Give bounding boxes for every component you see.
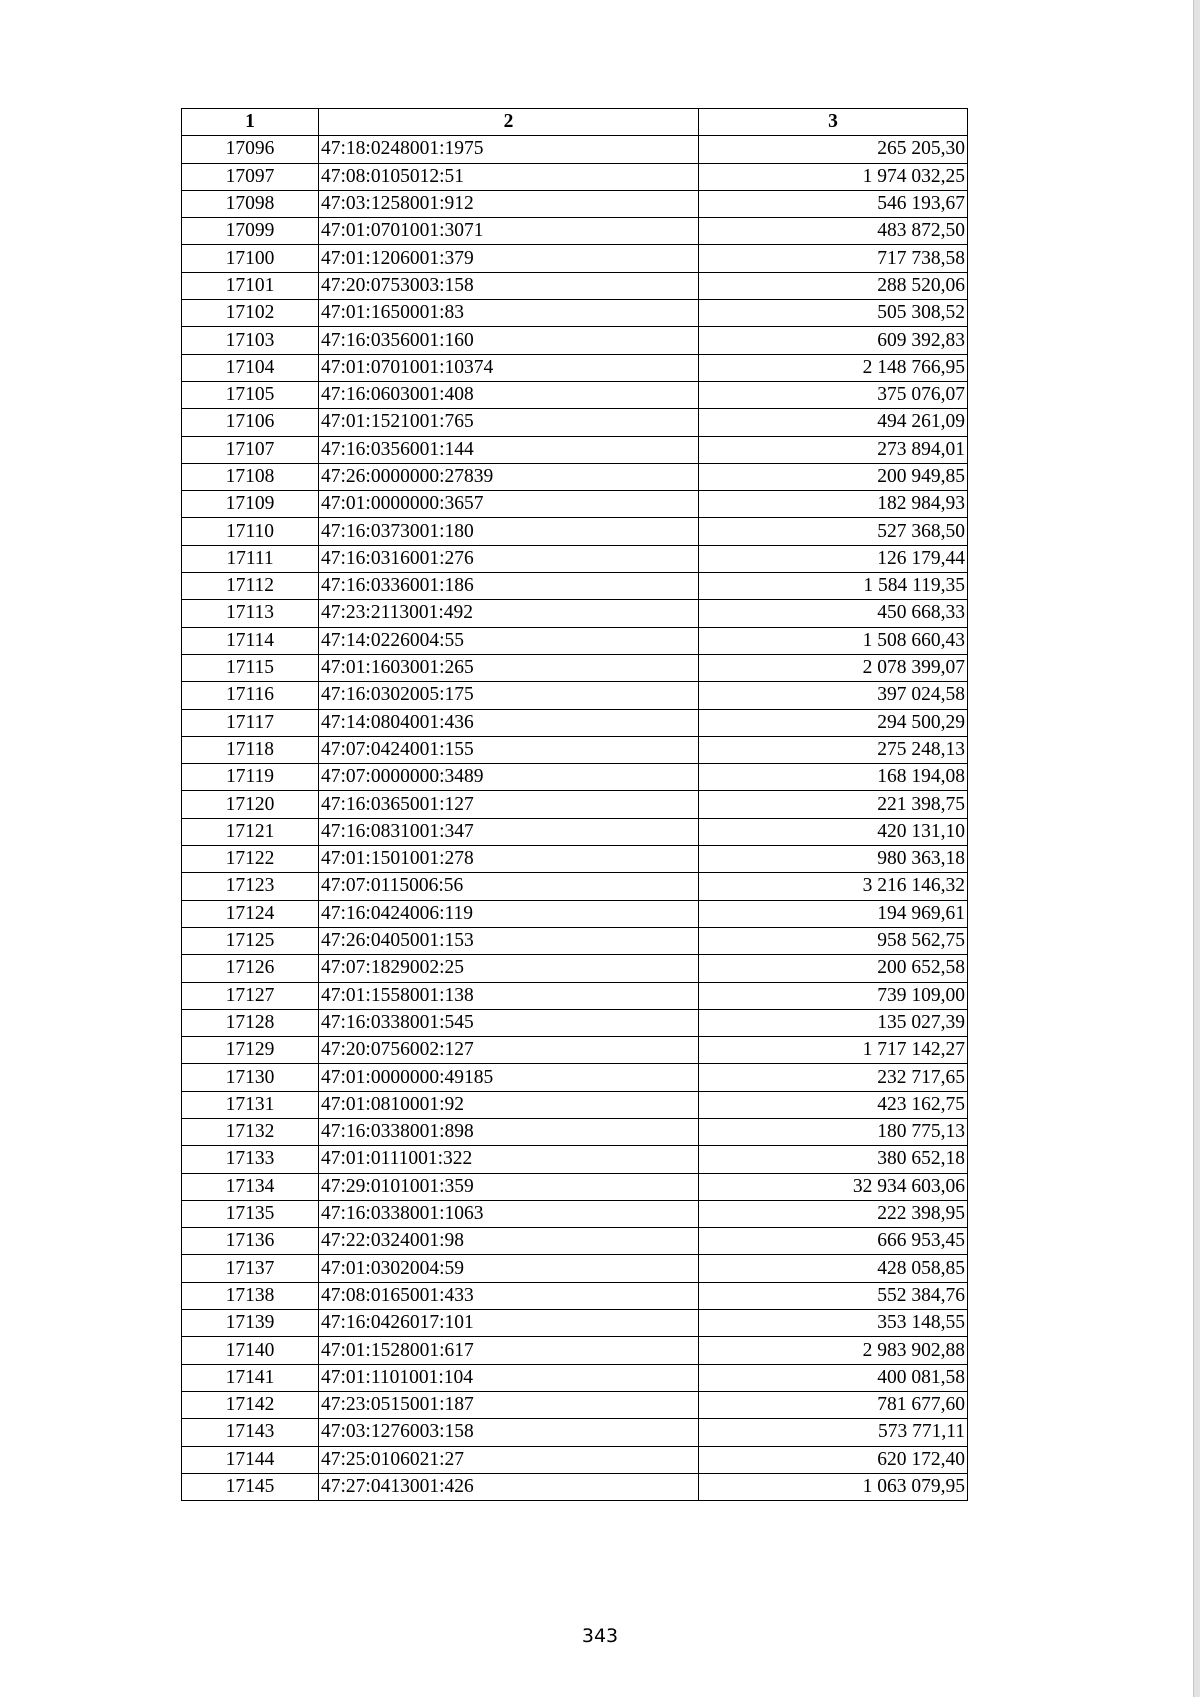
- table-row: [182, 272, 968, 299]
- cadastral-value-cell: 275 248,13: [699, 736, 968, 763]
- cadastral-number-cell: 47:01:0701001:3071: [319, 218, 699, 245]
- row-number-cell: 17126: [182, 955, 319, 982]
- cadastral-number-cell: 47:03:1276003:158: [319, 1419, 699, 1446]
- cadastral-number-cell: 47:25:0106021:27: [319, 1446, 699, 1473]
- cadastral-value-cell: 428 058,85: [699, 1255, 968, 1282]
- cadastral-value-cell: 200 949,85: [699, 463, 968, 490]
- table-row: [182, 736, 968, 763]
- table-header: [182, 109, 968, 136]
- table-row: [182, 1337, 968, 1364]
- table-body: [182, 136, 968, 1501]
- row-number-cell: 17101: [182, 272, 319, 299]
- table-row: [182, 1310, 968, 1337]
- table-row: [182, 818, 968, 845]
- cadastral-number-cell: 47:16:0338001:1063: [319, 1200, 699, 1227]
- cadastral-value-cell: 450 668,33: [699, 600, 968, 627]
- row-number-cell: 17098: [182, 190, 319, 217]
- table-row: [182, 927, 968, 954]
- cadastral-value-cell: 200 652,58: [699, 955, 968, 982]
- cadastral-value-cell: 126 179,44: [699, 545, 968, 572]
- row-number-cell: 17097: [182, 163, 319, 190]
- row-number-cell: 17136: [182, 1228, 319, 1255]
- row-number-cell: 17102: [182, 300, 319, 327]
- cadastral-value-cell: 1 717 142,27: [699, 1037, 968, 1064]
- row-number-cell: 17104: [182, 354, 319, 381]
- cadastral-value-table: [181, 108, 968, 1501]
- table-row: [182, 1473, 968, 1500]
- cadastral-value-cell: 180 775,13: [699, 1118, 968, 1145]
- row-number-cell: 17128: [182, 1009, 319, 1036]
- cadastral-value-cell: 423 162,75: [699, 1091, 968, 1118]
- cadastral-number-cell: 47:16:0424006:119: [319, 900, 699, 927]
- cadastral-value-cell: 168 194,08: [699, 764, 968, 791]
- table-row: [182, 873, 968, 900]
- cadastral-number-cell: 47:14:0804001:436: [319, 709, 699, 736]
- table-row: [182, 1282, 968, 1309]
- table-row: [182, 709, 968, 736]
- table-row: [182, 682, 968, 709]
- cadastral-value-cell: 717 738,58: [699, 245, 968, 272]
- table-row: [182, 982, 968, 1009]
- cadastral-value-cell: 494 261,09: [699, 409, 968, 436]
- cadastral-number-cell: 47:08:0165001:433: [319, 1282, 699, 1309]
- cadastral-number-cell: 47:07:0000000:3489: [319, 764, 699, 791]
- table-row: [182, 1255, 968, 1282]
- cadastral-number-cell: 47:16:0365001:127: [319, 791, 699, 818]
- row-number-cell: 17137: [182, 1255, 319, 1282]
- row-number-cell: 17124: [182, 900, 319, 927]
- row-number-cell: 17125: [182, 927, 319, 954]
- row-number-cell: 17096: [182, 136, 319, 163]
- cadastral-value-cell: 182 984,93: [699, 491, 968, 518]
- row-number-cell: 17120: [182, 791, 319, 818]
- cadastral-value-cell: 739 109,00: [699, 982, 968, 1009]
- table-row: [182, 955, 968, 982]
- cadastral-value-cell: 397 024,58: [699, 682, 968, 709]
- table-row: [182, 1364, 968, 1391]
- page-number: 343: [581, 1625, 619, 1647]
- cadastral-value-cell: 288 520,06: [699, 272, 968, 299]
- row-number-cell: 17138: [182, 1282, 319, 1309]
- row-number-cell: 17109: [182, 491, 319, 518]
- cadastral-number-cell: 47:20:0753003:158: [319, 272, 699, 299]
- table-row: [182, 600, 968, 627]
- table-row: [182, 163, 968, 190]
- table-row: [182, 354, 968, 381]
- cadastral-number-cell: 47:29:0101001:359: [319, 1173, 699, 1200]
- cadastral-number-cell: 47:07:0115006:56: [319, 873, 699, 900]
- row-number-cell: 17118: [182, 736, 319, 763]
- cadastral-number-cell: 47:01:1501001:278: [319, 846, 699, 873]
- cadastral-value-cell: 420 131,10: [699, 818, 968, 845]
- cadastral-value-cell: 505 308,52: [699, 300, 968, 327]
- cadastral-value-cell: 527 368,50: [699, 518, 968, 545]
- cadastral-value-cell: 958 562,75: [699, 927, 968, 954]
- cadastral-number-cell: 47:01:1603001:265: [319, 654, 699, 681]
- cadastral-number-cell: 47:07:1829002:25: [319, 955, 699, 982]
- cadastral-number-cell: 47:23:2113001:492: [319, 600, 699, 627]
- cadastral-value-cell: 232 717,65: [699, 1064, 968, 1091]
- cadastral-value-cell: 980 363,18: [699, 846, 968, 873]
- cadastral-number-cell: 47:16:0356001:144: [319, 436, 699, 463]
- row-number-cell: 17099: [182, 218, 319, 245]
- table-row: [182, 518, 968, 545]
- row-number-cell: 17129: [182, 1037, 319, 1064]
- row-number-cell: 17114: [182, 627, 319, 654]
- cadastral-value-cell: 609 392,83: [699, 327, 968, 354]
- cadastral-value-cell: 666 953,45: [699, 1228, 968, 1255]
- cadastral-value-cell: 620 172,40: [699, 1446, 968, 1473]
- row-number-cell: 17121: [182, 818, 319, 845]
- cadastral-value-cell: 32 934 603,06: [699, 1173, 968, 1200]
- cadastral-value-cell: 194 969,61: [699, 900, 968, 927]
- row-number-cell: 17110: [182, 518, 319, 545]
- table-row: [182, 218, 968, 245]
- table-row: [182, 1391, 968, 1418]
- column-header-2: 2: [319, 109, 699, 136]
- row-number-cell: 17116: [182, 682, 319, 709]
- cadastral-number-cell: 47:01:1101001:104: [319, 1364, 699, 1391]
- cadastral-value-cell: 273 894,01: [699, 436, 968, 463]
- cadastral-value-cell: 1 063 079,95: [699, 1473, 968, 1500]
- row-number-cell: 17100: [182, 245, 319, 272]
- row-number-cell: 17117: [182, 709, 319, 736]
- table-row: [182, 381, 968, 408]
- cadastral-number-cell: 47:26:0405001:153: [319, 927, 699, 954]
- cadastral-value-cell: 294 500,29: [699, 709, 968, 736]
- cadastral-value-cell: 1 508 660,43: [699, 627, 968, 654]
- cadastral-number-cell: 47:16:0336001:186: [319, 573, 699, 600]
- row-number-cell: 17134: [182, 1173, 319, 1200]
- row-number-cell: 17113: [182, 600, 319, 627]
- cadastral-number-cell: 47:16:0356001:160: [319, 327, 699, 354]
- row-number-cell: 17112: [182, 573, 319, 600]
- row-number-cell: 17106: [182, 409, 319, 436]
- row-number-cell: 17115: [182, 654, 319, 681]
- table-row: [182, 1037, 968, 1064]
- cadastral-number-cell: 47:01:0810001:92: [319, 1091, 699, 1118]
- row-number-cell: 17131: [182, 1091, 319, 1118]
- table-row: [182, 409, 968, 436]
- table-row: [182, 491, 968, 518]
- row-number-cell: 17107: [182, 436, 319, 463]
- row-number-cell: 17127: [182, 982, 319, 1009]
- cadastral-value-cell: 221 398,75: [699, 791, 968, 818]
- column-header-1: 1: [182, 109, 319, 136]
- page-edge-shadow: [1193, 0, 1200, 1697]
- cadastral-number-cell: 47:26:0000000:27839: [319, 463, 699, 490]
- table-row: [182, 846, 968, 873]
- row-number-cell: 17135: [182, 1200, 319, 1227]
- table-row: [182, 1228, 968, 1255]
- cadastral-number-cell: 47:16:0603001:408: [319, 381, 699, 408]
- row-number-cell: 17133: [182, 1146, 319, 1173]
- row-number-cell: 17139: [182, 1310, 319, 1337]
- row-number-cell: 17123: [182, 873, 319, 900]
- cadastral-value-cell: 222 398,95: [699, 1200, 968, 1227]
- cadastral-value-cell: 1 584 119,35: [699, 573, 968, 600]
- cadastral-number-cell: 47:01:1521001:765: [319, 409, 699, 436]
- table-row: [182, 1446, 968, 1473]
- table-row: [182, 573, 968, 600]
- cadastral-number-cell: 47:22:0324001:98: [319, 1228, 699, 1255]
- cadastral-value-cell: 2 078 399,07: [699, 654, 968, 681]
- cadastral-value-cell: 380 652,18: [699, 1146, 968, 1173]
- row-number-cell: 17108: [182, 463, 319, 490]
- cadastral-number-cell: 47:01:1206001:379: [319, 245, 699, 272]
- cadastral-number-cell: 47:08:0105012:51: [319, 163, 699, 190]
- cadastral-number-cell: 47:01:0701001:10374: [319, 354, 699, 381]
- row-number-cell: 17144: [182, 1446, 319, 1473]
- cadastral-number-cell: 47:01:0111001:322: [319, 1146, 699, 1173]
- cadastral-number-cell: 47:16:0338001:545: [319, 1009, 699, 1036]
- header-row: [182, 109, 968, 136]
- cadastral-number-cell: 47:01:1558001:138: [319, 982, 699, 1009]
- cadastral-number-cell: 47:16:0373001:180: [319, 518, 699, 545]
- row-number-cell: 17111: [182, 545, 319, 572]
- cadastral-number-cell: 47:16:0302005:175: [319, 682, 699, 709]
- row-number-cell: 17105: [182, 381, 319, 408]
- table-row: [182, 190, 968, 217]
- cadastral-value-cell: 483 872,50: [699, 218, 968, 245]
- row-number-cell: 17140: [182, 1337, 319, 1364]
- cadastral-value-cell: 546 193,67: [699, 190, 968, 217]
- cadastral-value-cell: 265 205,30: [699, 136, 968, 163]
- table-row: [182, 463, 968, 490]
- cadastral-number-cell: 47:27:0413001:426: [319, 1473, 699, 1500]
- row-number-cell: 17132: [182, 1118, 319, 1145]
- table-row: [182, 1173, 968, 1200]
- table-row: [182, 627, 968, 654]
- row-number-cell: 17143: [182, 1419, 319, 1446]
- table-row: [182, 1419, 968, 1446]
- row-number-cell: 17145: [182, 1473, 319, 1500]
- table-row: [182, 1118, 968, 1145]
- table-row: [182, 1009, 968, 1036]
- table-row: [182, 545, 968, 572]
- cadastral-value-cell: 573 771,11: [699, 1419, 968, 1446]
- cadastral-number-cell: 47:03:1258001:912: [319, 190, 699, 217]
- cadastral-number-cell: 47:23:0515001:187: [319, 1391, 699, 1418]
- row-number-cell: 17141: [182, 1364, 319, 1391]
- table-row: [182, 327, 968, 354]
- cadastral-number-cell: 47:16:0338001:898: [319, 1118, 699, 1145]
- row-number-cell: 17130: [182, 1064, 319, 1091]
- cadastral-number-cell: 47:01:0000000:3657: [319, 491, 699, 518]
- cadastral-value-cell: 552 384,76: [699, 1282, 968, 1309]
- table-row: [182, 245, 968, 272]
- cadastral-number-cell: 47:14:0226004:55: [319, 627, 699, 654]
- cadastral-value-cell: 2 148 766,95: [699, 354, 968, 381]
- cadastral-value-cell: 3 216 146,32: [699, 873, 968, 900]
- cadastral-number-cell: 47:16:0316001:276: [319, 545, 699, 572]
- table-row: [182, 654, 968, 681]
- row-number-cell: 17103: [182, 327, 319, 354]
- cadastral-value-cell: 1 974 032,25: [699, 163, 968, 190]
- table-row: [182, 791, 968, 818]
- row-number-cell: 17119: [182, 764, 319, 791]
- cadastral-number-cell: 47:07:0424001:155: [319, 736, 699, 763]
- table-row: [182, 764, 968, 791]
- cadastral-value-cell: 400 081,58: [699, 1364, 968, 1391]
- column-header-3: 3: [699, 109, 968, 136]
- table-row: [182, 1146, 968, 1173]
- table-row: [182, 436, 968, 463]
- cadastral-value-cell: 375 076,07: [699, 381, 968, 408]
- cadastral-number-cell: 47:01:0000000:49185: [319, 1064, 699, 1091]
- cadastral-value-cell: 2 983 902,88: [699, 1337, 968, 1364]
- table-row: [182, 300, 968, 327]
- row-number-cell: 17122: [182, 846, 319, 873]
- table-row: [182, 136, 968, 163]
- table-row: [182, 1064, 968, 1091]
- cadastral-value-cell: 353 148,55: [699, 1310, 968, 1337]
- table-row: [182, 1200, 968, 1227]
- cadastral-number-cell: 47:20:0756002:127: [319, 1037, 699, 1064]
- table-row: [182, 1091, 968, 1118]
- cadastral-value-cell: 781 677,60: [699, 1391, 968, 1418]
- row-number-cell: 17142: [182, 1391, 319, 1418]
- cadastral-number-cell: 47:16:0426017:101: [319, 1310, 699, 1337]
- cadastral-value-cell: 135 027,39: [699, 1009, 968, 1036]
- table-row: [182, 900, 968, 927]
- cadastral-number-cell: 47:01:1650001:83: [319, 300, 699, 327]
- cadastral-number-cell: 47:01:1528001:617: [319, 1337, 699, 1364]
- cadastral-number-cell: 47:16:0831001:347: [319, 818, 699, 845]
- cadastral-number-cell: 47:01:0302004:59: [319, 1255, 699, 1282]
- cadastral-number-cell: 47:18:0248001:1975: [319, 136, 699, 163]
